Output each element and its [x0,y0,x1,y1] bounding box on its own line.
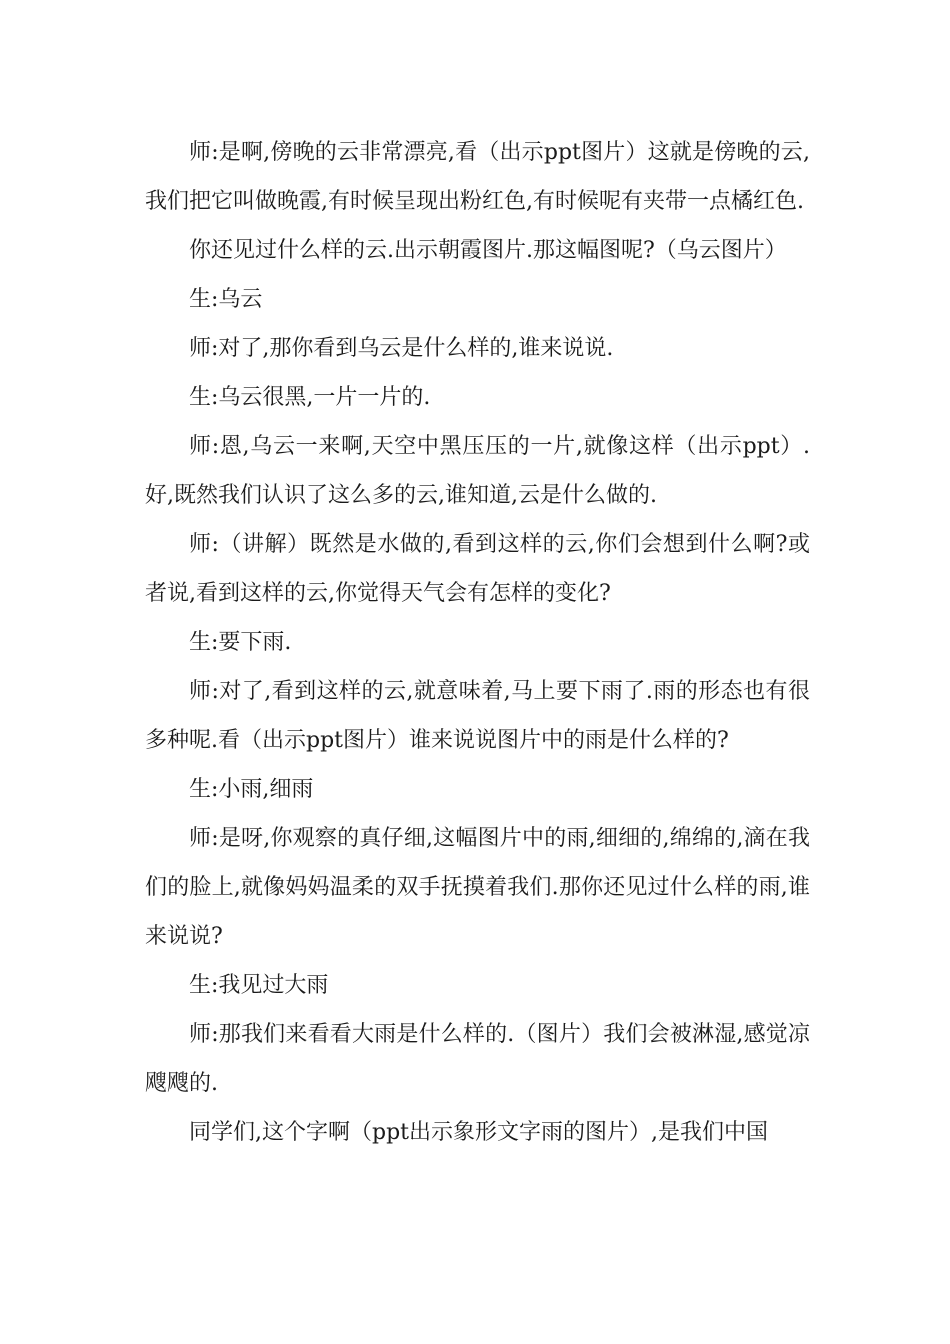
paragraph: 你还见过什么样的云.出示朝霞图片.那这幅图呢?（乌云图片） [189,238,787,263]
paragraph: 师:（讲解）既然是水做的,看到这样的云,你们会想到什么啊?或者说,看到这样的云,你觉得天气会有怎样的变化? [145,532,810,606]
paragraph: 生:小雨,细雨 [189,777,314,802]
paragraph: 师:是啊,傍晚的云非常漂亮,看（出示ppt图片）这就是傍晚的云,我们把它叫做晚霞,有时候呈现出粉红色,有时候呢有夹带一点橘红色. [145,140,810,214]
paragraph: 生:乌云很黑,一片一片的. [189,385,431,410]
paragraph: 师:对了,看到这样的云,就意味着,马上要下雨了.雨的形态也有很多种呢.看（出示ppt图片）谁来说说图片中的雨是什么样的? [145,679,810,753]
paragraph: 生:要下雨. [189,630,292,655]
paragraph: 生:乌云 [189,287,263,312]
paragraph: 同学们,这个字啊（ppt出示象形文字雨的图片）,是我们中国 [189,1120,768,1145]
paragraph: 师:对了,那你看到乌云是什么样的,谁来说说. [189,336,614,361]
paragraph: 师:是呀,你观察的真仔细,这幅图片中的雨,细细的,绵绵的,滴在我们的脸上,就像妈妈温柔的双手抚摸着我们.那你还见过什么样的雨,谁来说说? [145,826,810,949]
paragraph: 生:我见过大雨 [189,973,329,998]
paragraph: 师:恩,乌云一来啊,天空中黑压压的一片,就像这样（出示ppt）.好,既然我们认识了这么多的云,谁知道,云是什么做的. [145,434,810,508]
document-body [145,128,810,1157]
paragraph: 师:那我们来看看大雨是什么样的.（图片）我们会被淋湿,感觉凉飕飕的. [145,1022,810,1096]
